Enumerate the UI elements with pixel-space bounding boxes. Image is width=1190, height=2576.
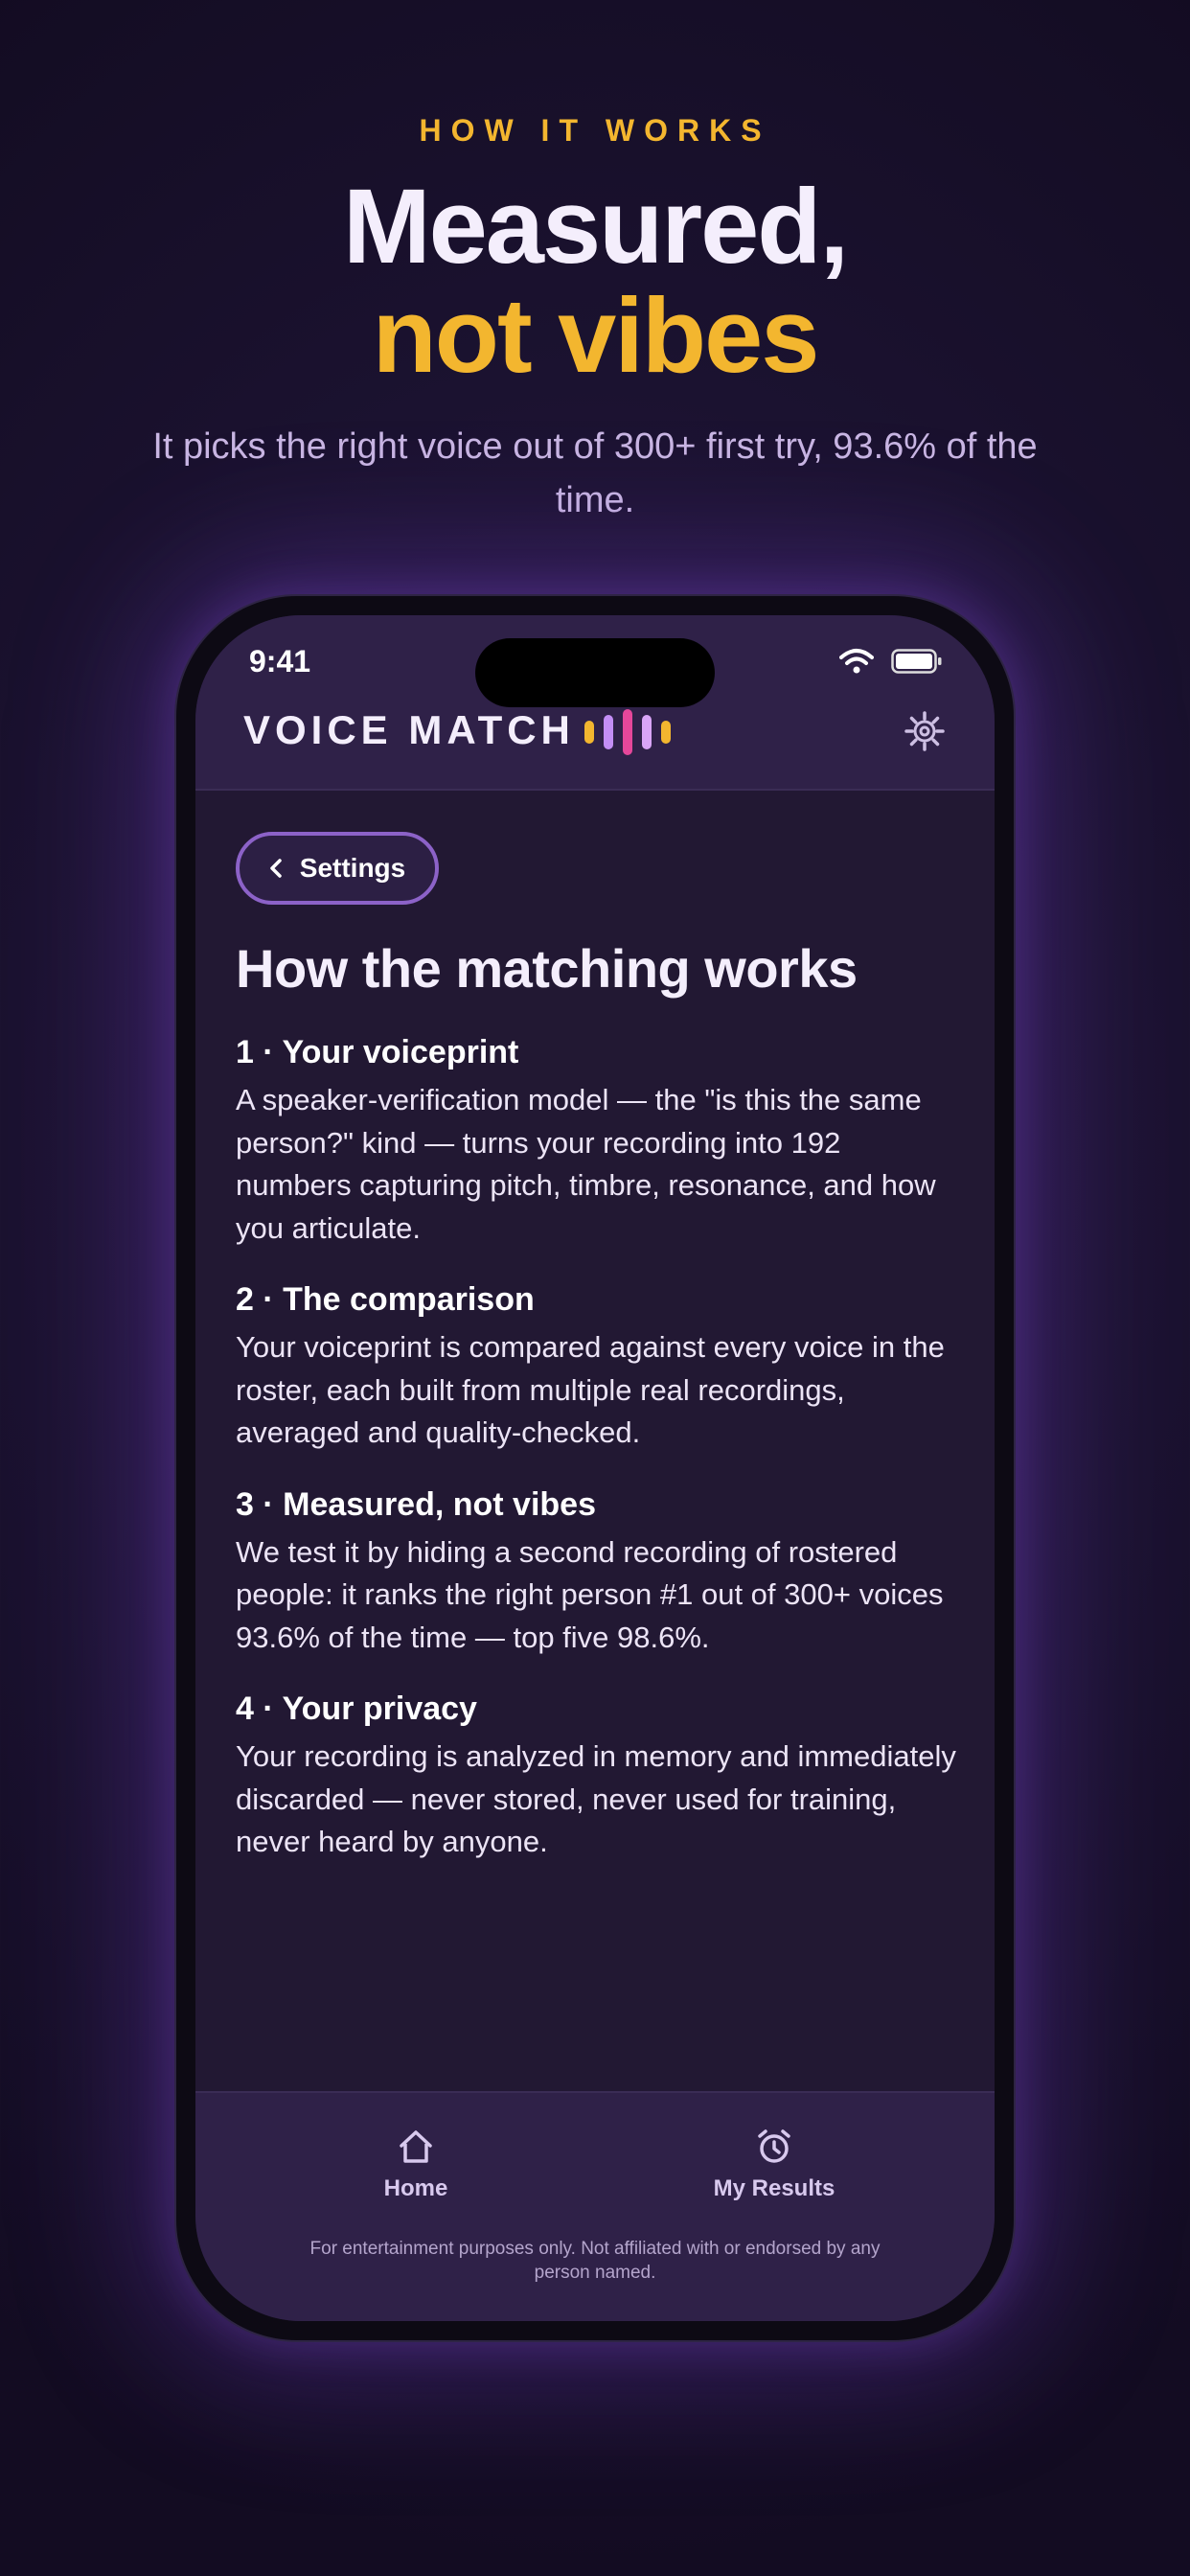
voice-bars-icon [583,709,678,755]
chevron-left-icon [269,858,283,879]
section-heading: 1 · Your voiceprint [236,1034,519,1070]
dynamic-island [475,638,715,707]
explanation-sections [236,1029,964,1891]
eyebrow-label: HOW IT WORKS [419,113,771,148]
section-body: We test it by hiding a second recording of rostered people: it ranks the right person #1 out of 300+ voices 93.6% of the time — top five 98.6%. [236,1534,944,1654]
section-body: Your recording is analyzed in memory and immediately discarded — never stored, never used for training, never heard by anyone. [236,1739,956,1858]
hero-subtitle: It picks the right voice out of 300+ first try, 93.6% of the time. [152,426,1038,520]
bottom-tab-bar [195,2091,995,2321]
back-button-label: Settings [299,853,406,883]
tab-label: My Results [713,2175,835,2201]
section-voiceprint [236,1029,964,1250]
app-brand: VOICE MATCH [243,707,575,752]
tab-home[interactable] [320,2128,512,2202]
gear-icon[interactable] [903,709,947,753]
section-privacy [236,1686,964,1864]
section-body: A speaker-verification model — the "is this the same person?" kind — turns your recording into 192 numbers capturing pitch, timbre, resonance, and how you articulate. [236,1083,936,1245]
battery-icon [891,648,943,675]
home-icon [397,2128,435,2166]
headline-line-1: Measured, [342,168,848,286]
phone-frame [174,594,1016,2342]
headline-line-2: not vibes [372,277,818,395]
section-measured [236,1482,964,1660]
phone-screen [195,615,995,2321]
app-header [195,615,995,791]
back-settings-button[interactable] [236,832,439,905]
tab-label: Home [383,2175,448,2201]
section-heading: 2 · The comparison [236,1281,535,1318]
wifi-icon [839,648,874,675]
section-heading: 4 · Your privacy [236,1690,477,1727]
status-time: 9:41 [249,644,311,678]
hero-headline [0,168,1190,395]
alarm-clock-icon [755,2128,793,2166]
section-body: Your voiceprint is compared against every voice in the roster, each built from multiple real recordings, averaged and quality-checked. [236,1330,945,1449]
section-heading: 3 · Measured, not vibes [236,1485,596,1523]
section-comparison [236,1276,964,1455]
disclaimer-text: For entertainment purposes only. Not affiliated with or endorsed by any person named. [309,2239,881,2283]
page-title: How the matching works [236,938,858,999]
tab-my-results[interactable] [678,2128,870,2202]
